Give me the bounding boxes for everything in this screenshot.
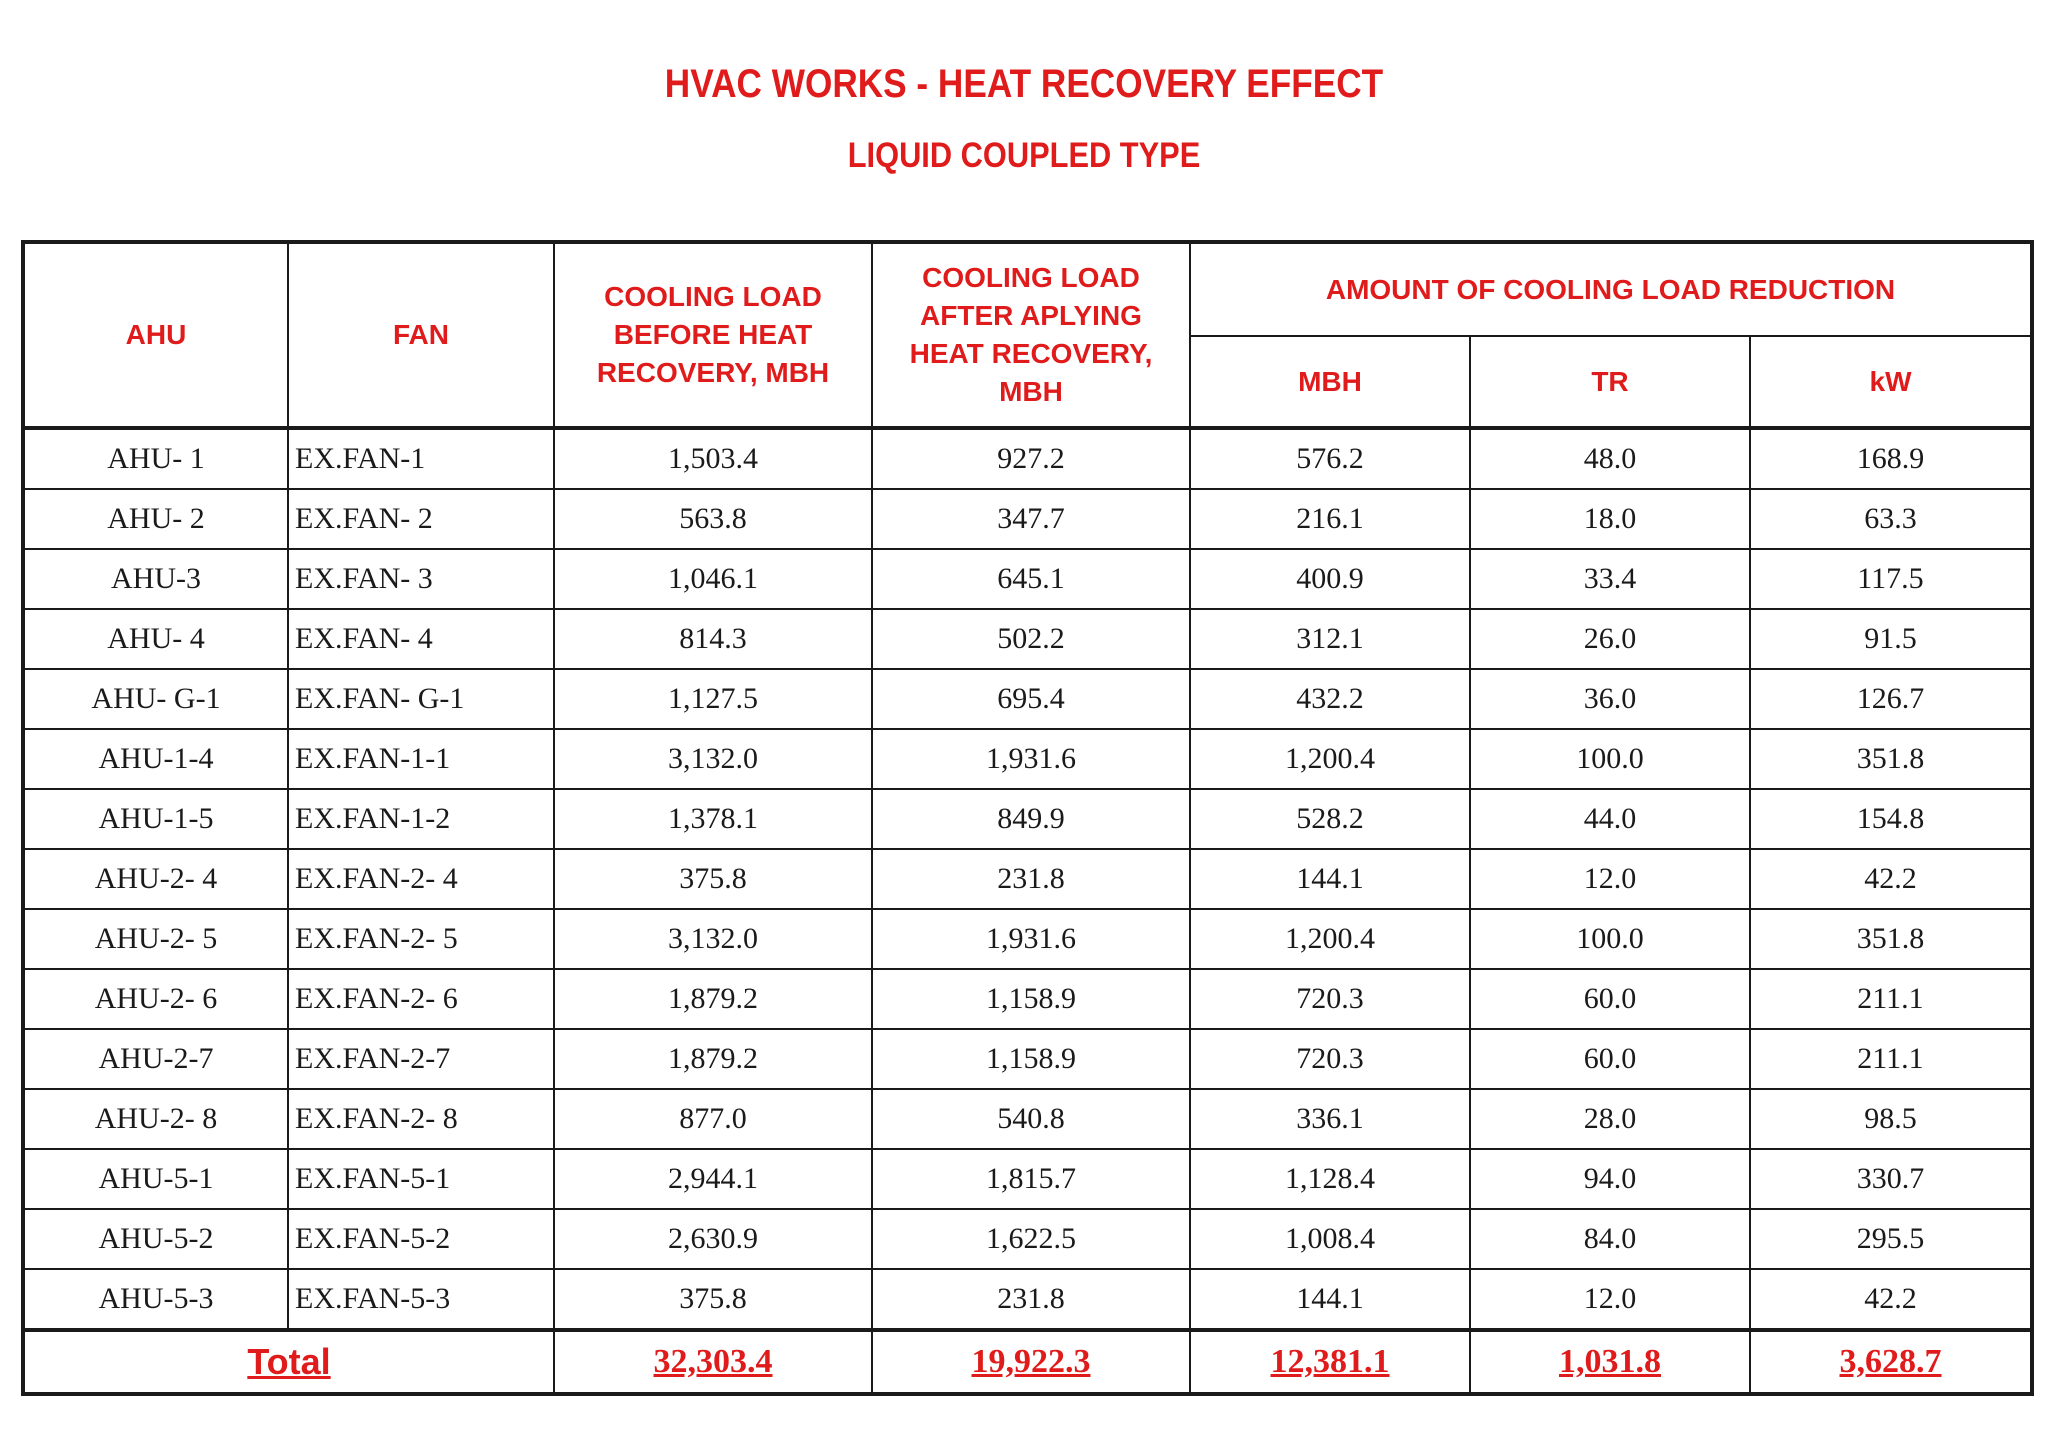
fan-cell: EX.FAN-1: [288, 428, 554, 489]
header-tr: TR: [1470, 336, 1750, 428]
kw-cell: 168.9: [1750, 428, 2032, 489]
kw-cell: 117.5: [1750, 549, 2032, 609]
cooling-after-cell: 540.8: [872, 1089, 1190, 1149]
fan-cell: EX.FAN-5-2: [288, 1209, 554, 1269]
cooling-after-cell: 695.4: [872, 669, 1190, 729]
cooling-before-cell: 1,378.1: [554, 789, 872, 849]
total-before-cell: [554, 1330, 872, 1394]
mbh-cell: 336.1: [1190, 1089, 1470, 1149]
mbh-cell: 720.3: [1190, 1029, 1470, 1089]
total-after: 19,922.3: [971, 1343, 1091, 1380]
fan-cell: EX.FAN-2- 5: [288, 909, 554, 969]
table-row: [23, 1209, 2032, 1269]
header-cooling-before: COOLING LOAD BEFORE HEAT RECOVERY, MBH: [554, 242, 872, 428]
tr-cell: 18.0: [1470, 489, 1750, 549]
tr-cell: 44.0: [1470, 789, 1750, 849]
fan-cell: EX.FAN-5-1: [288, 1149, 554, 1209]
fan-cell: EX.FAN-2- 4: [288, 849, 554, 909]
kw-cell: 98.5: [1750, 1089, 2032, 1149]
cooling-before-cell: 1,503.4: [554, 428, 872, 489]
tr-cell: 26.0: [1470, 609, 1750, 669]
header-mbh: MBH: [1190, 336, 1470, 428]
ahu-cell: AHU-5-2: [23, 1209, 288, 1269]
ahu-cell: AHU-2-7: [23, 1029, 288, 1089]
ahu-cell: AHU-2- 8: [23, 1089, 288, 1149]
cooling-before-cell: 1,879.2: [554, 969, 872, 1029]
fan-cell: EX.FAN- G-1: [288, 669, 554, 729]
kw-cell: 42.2: [1750, 1269, 2032, 1330]
table-header: [23, 242, 2032, 428]
total-label: Total: [247, 1341, 331, 1382]
header-cooling-after: COOLING LOAD AFTER APLYING HEAT RECOVERY, MBH: [872, 242, 1190, 428]
ahu-cell: AHU-5-1: [23, 1149, 288, 1209]
mbh-cell: 144.1: [1190, 1269, 1470, 1330]
fan-cell: EX.FAN- 3: [288, 549, 554, 609]
tr-cell: 60.0: [1470, 1029, 1750, 1089]
cooling-before-cell: 1,127.5: [554, 669, 872, 729]
mbh-cell: 576.2: [1190, 428, 1470, 489]
header-ahu: AHU: [23, 242, 288, 428]
tr-cell: 36.0: [1470, 669, 1750, 729]
cooling-before-cell: 3,132.0: [554, 729, 872, 789]
ahu-cell: AHU-2- 6: [23, 969, 288, 1029]
table-row: [23, 1089, 2032, 1149]
ahu-cell: AHU-5-3: [23, 1269, 288, 1330]
cooling-before-cell: 375.8: [554, 1269, 872, 1330]
cooling-after-cell: 347.7: [872, 489, 1190, 549]
kw-cell: 91.5: [1750, 609, 2032, 669]
cooling-before-cell: 1,879.2: [554, 1029, 872, 1089]
table-row: [23, 489, 2032, 549]
tr-cell: 12.0: [1470, 849, 1750, 909]
ahu-cell: AHU- 2: [23, 489, 288, 549]
kw-cell: 154.8: [1750, 789, 2032, 849]
cooling-after-cell: 1,158.9: [872, 969, 1190, 1029]
total-tr: 1,031.8: [1559, 1343, 1661, 1380]
ahu-cell: AHU-3: [23, 549, 288, 609]
tr-cell: 33.4: [1470, 549, 1750, 609]
table-row: [23, 669, 2032, 729]
total-kw: 3,628.7: [1839, 1343, 1942, 1380]
kw-cell: 63.3: [1750, 489, 2032, 549]
tr-cell: 94.0: [1470, 1149, 1750, 1209]
cooling-after-cell: 645.1: [872, 549, 1190, 609]
mbh-cell: 720.3: [1190, 969, 1470, 1029]
fan-cell: EX.FAN-2- 6: [288, 969, 554, 1029]
cooling-after-cell: 231.8: [872, 849, 1190, 909]
tr-cell: 100.0: [1470, 729, 1750, 789]
tr-cell: 28.0: [1470, 1089, 1750, 1149]
total-before: 32,303.4: [653, 1343, 773, 1380]
mbh-cell: 1,200.4: [1190, 909, 1470, 969]
cooling-before-cell: 3,132.0: [554, 909, 872, 969]
fan-cell: EX.FAN-2-7: [288, 1029, 554, 1089]
total-label-cell: [23, 1330, 554, 1394]
mbh-cell: 1,008.4: [1190, 1209, 1470, 1269]
total-row: [23, 1330, 2032, 1394]
table-footer: [23, 1330, 2032, 1394]
cooling-after-cell: 849.9: [872, 789, 1190, 849]
mbh-cell: 528.2: [1190, 789, 1470, 849]
kw-cell: 351.8: [1750, 729, 2032, 789]
table-row: [23, 549, 2032, 609]
heat-recovery-table: [21, 240, 2034, 1396]
table-row: [23, 789, 2032, 849]
total-kw-cell: [1750, 1330, 2032, 1394]
fan-cell: EX.FAN- 4: [288, 609, 554, 669]
cooling-after-cell: 1,158.9: [872, 1029, 1190, 1089]
ahu-cell: AHU- 1: [23, 428, 288, 489]
ahu-cell: AHU-2- 5: [23, 909, 288, 969]
mbh-cell: 144.1: [1190, 849, 1470, 909]
ahu-cell: AHU- 4: [23, 609, 288, 669]
fan-cell: EX.FAN-1-1: [288, 729, 554, 789]
table-row: [23, 849, 2032, 909]
mbh-cell: 432.2: [1190, 669, 1470, 729]
kw-cell: 126.7: [1750, 669, 2032, 729]
total-mbh: 12,381.1: [1270, 1343, 1390, 1380]
ahu-cell: AHU-1-5: [23, 789, 288, 849]
table-row: [23, 1029, 2032, 1089]
kw-cell: 42.2: [1750, 849, 2032, 909]
fan-cell: EX.FAN-2- 8: [288, 1089, 554, 1149]
mbh-cell: 400.9: [1190, 549, 1470, 609]
cooling-after-cell: 1,931.6: [872, 909, 1190, 969]
table-row: [23, 729, 2032, 789]
tr-cell: 100.0: [1470, 909, 1750, 969]
cooling-before-cell: 1,046.1: [554, 549, 872, 609]
cooling-before-cell: 2,630.9: [554, 1209, 872, 1269]
cooling-before-cell: 375.8: [554, 849, 872, 909]
kw-cell: 330.7: [1750, 1149, 2032, 1209]
tr-cell: 12.0: [1470, 1269, 1750, 1330]
table-row: [23, 1149, 2032, 1209]
ahu-cell: AHU-2- 4: [23, 849, 288, 909]
page-subtitle: LIQUID COUPLED TYPE: [847, 136, 1201, 175]
cooling-after-cell: 1,815.7: [872, 1149, 1190, 1209]
cooling-after-cell: 927.2: [872, 428, 1190, 489]
mbh-cell: 1,200.4: [1190, 729, 1470, 789]
header-load-reduction: AMOUNT OF COOLING LOAD REDUCTION: [1190, 242, 2032, 336]
table-row: [23, 909, 2032, 969]
cooling-after-cell: 231.8: [872, 1269, 1190, 1330]
fan-cell: EX.FAN-5-3: [288, 1269, 554, 1330]
total-after-cell: [872, 1330, 1190, 1394]
kw-cell: 211.1: [1750, 1029, 2032, 1089]
page-title: HVAC WORKS - HEAT RECOVERY EFFECT: [664, 62, 1384, 106]
tr-cell: 48.0: [1470, 428, 1750, 489]
cooling-before-cell: 563.8: [554, 489, 872, 549]
tr-cell: 84.0: [1470, 1209, 1750, 1269]
total-tr-cell: [1470, 1330, 1750, 1394]
mbh-cell: 312.1: [1190, 609, 1470, 669]
mbh-cell: 216.1: [1190, 489, 1470, 549]
table-body: [23, 428, 2032, 1330]
cooling-before-cell: 877.0: [554, 1089, 872, 1149]
kw-cell: 211.1: [1750, 969, 2032, 1029]
ahu-cell: AHU-1-4: [23, 729, 288, 789]
ahu-cell: AHU- G-1: [23, 669, 288, 729]
cooling-after-cell: 1,931.6: [872, 729, 1190, 789]
total-mbh-cell: [1190, 1330, 1470, 1394]
table-row: [23, 428, 2032, 489]
cooling-before-cell: 814.3: [554, 609, 872, 669]
header-kw: kW: [1750, 336, 2032, 428]
tr-cell: 60.0: [1470, 969, 1750, 1029]
cooling-after-cell: 1,622.5: [872, 1209, 1190, 1269]
fan-cell: EX.FAN- 2: [288, 489, 554, 549]
fan-cell: EX.FAN-1-2: [288, 789, 554, 849]
mbh-cell: 1,128.4: [1190, 1149, 1470, 1209]
table-row: [23, 1269, 2032, 1330]
cooling-before-cell: 2,944.1: [554, 1149, 872, 1209]
kw-cell: 351.8: [1750, 909, 2032, 969]
table-row: [23, 609, 2032, 669]
header-fan: FAN: [288, 242, 554, 428]
cooling-after-cell: 502.2: [872, 609, 1190, 669]
table-row: [23, 969, 2032, 1029]
kw-cell: 295.5: [1750, 1209, 2032, 1269]
